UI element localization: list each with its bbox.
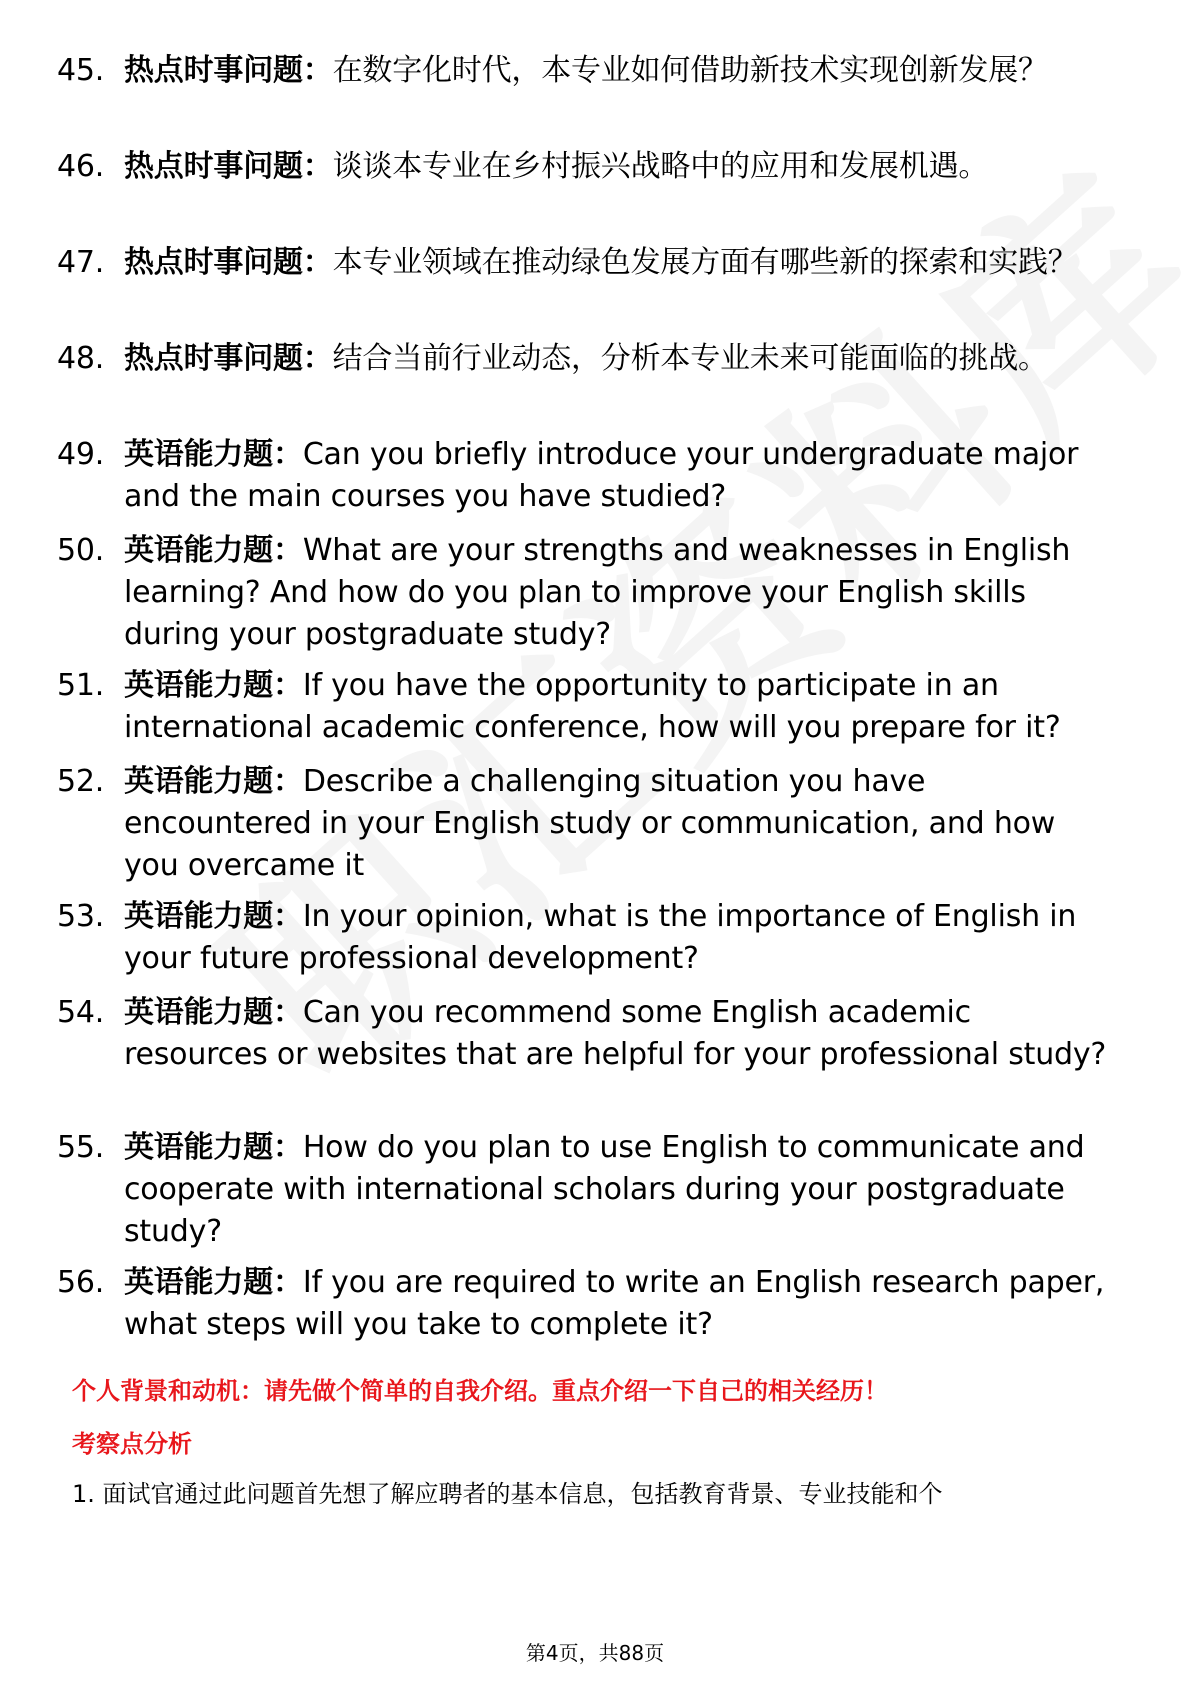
- question-item: [57, 242, 1117, 284]
- question-category: 英语能力题：: [124, 1130, 303, 1165]
- question-item: [57, 1262, 1117, 1346]
- question-number: 49.: [57, 437, 105, 472]
- question-text: 本专业领域在推动绿色发展方面有哪些新的探索和实践？: [332, 245, 1078, 280]
- question-text: How do you plan to use English to communicate and cooperate with international scholars during your postgraduate study?: [124, 1130, 1085, 1249]
- question-number: 54.: [57, 995, 105, 1030]
- question-number: 55.: [57, 1130, 105, 1165]
- question-category: 热点时事问题：: [124, 341, 333, 376]
- question-text: Can you recommend some English academic resources or websites that are helpful for your professional study?: [124, 995, 1107, 1072]
- question-number: 46.: [57, 149, 105, 184]
- question-item: [57, 761, 1117, 887]
- question-number: 53.: [57, 899, 105, 934]
- question-text: 结合当前行业动态，分析本专业未来可能面临的挑战。: [332, 341, 1048, 376]
- question-category: 英语能力题：: [124, 764, 303, 799]
- question-text: Can you briefly introduce your undergraduate major and the main courses you have studied?: [124, 437, 1079, 514]
- question-number: 52.: [57, 764, 105, 799]
- question-item: [57, 530, 1117, 656]
- question-text: Describe a challenging situation you have encountered in your English study or communication, and how you overcame it: [124, 764, 1056, 883]
- question-text: If you are required to write an English research paper, what steps will you take to complete it?: [124, 1265, 1105, 1342]
- question-text: 在数字化时代，本专业如何借助新技术实现创新发展？: [332, 53, 1048, 88]
- section-question-heading: 个人背景和动机：请先做个简单的自我介绍。重点介绍一下自己的相关经历！: [72, 1377, 888, 1405]
- question-text: In your opinion, what is the importance of English in your future professional development?: [124, 899, 1077, 976]
- question-item: [57, 338, 1117, 380]
- question-item: [57, 1127, 1117, 1253]
- analysis-heading: 考察点分析: [72, 1430, 192, 1458]
- question-text: 谈谈本专业在乡村振兴战略中的应用和发展机遇。: [332, 149, 989, 184]
- question-category: 热点时事问题：: [124, 149, 333, 184]
- question-item: [57, 434, 1117, 518]
- question-category: 英语能力题：: [124, 995, 303, 1030]
- question-item: [57, 50, 1117, 92]
- question-number: 50.: [57, 533, 105, 568]
- page-footer: 第4页，共88页: [525, 1641, 665, 1665]
- question-item: [57, 992, 1117, 1076]
- question-category: 英语能力题：: [124, 1265, 303, 1300]
- question-number: 47.: [57, 245, 105, 280]
- question-number: 51.: [57, 668, 105, 703]
- question-item: [57, 896, 1117, 980]
- question-item: [57, 146, 1117, 188]
- analysis-item: 1. 面试官通过此问题首先想了解应聘者的基本信息，包括教育背景、专业技能和个: [72, 1480, 943, 1508]
- question-number: 56.: [57, 1265, 105, 1300]
- question-text: What are your strengths and weaknesses in English learning? And how do you plan to improve your English skills during your postgraduate study?: [124, 533, 1071, 652]
- question-category: 英语能力题：: [124, 533, 303, 568]
- question-category: 英语能力题：: [124, 899, 303, 934]
- question-text: If you have the opportunity to participate in an international academic conference, how will you prepare for it?: [124, 668, 1061, 745]
- question-category: 英语能力题：: [124, 668, 303, 703]
- question-category: 英语能力题：: [124, 437, 303, 472]
- question-item: [57, 665, 1117, 749]
- question-number: 48.: [57, 341, 105, 376]
- question-category: 热点时事问题：: [124, 53, 333, 88]
- question-number: 45.: [57, 53, 105, 88]
- question-category: 热点时事问题：: [124, 245, 333, 280]
